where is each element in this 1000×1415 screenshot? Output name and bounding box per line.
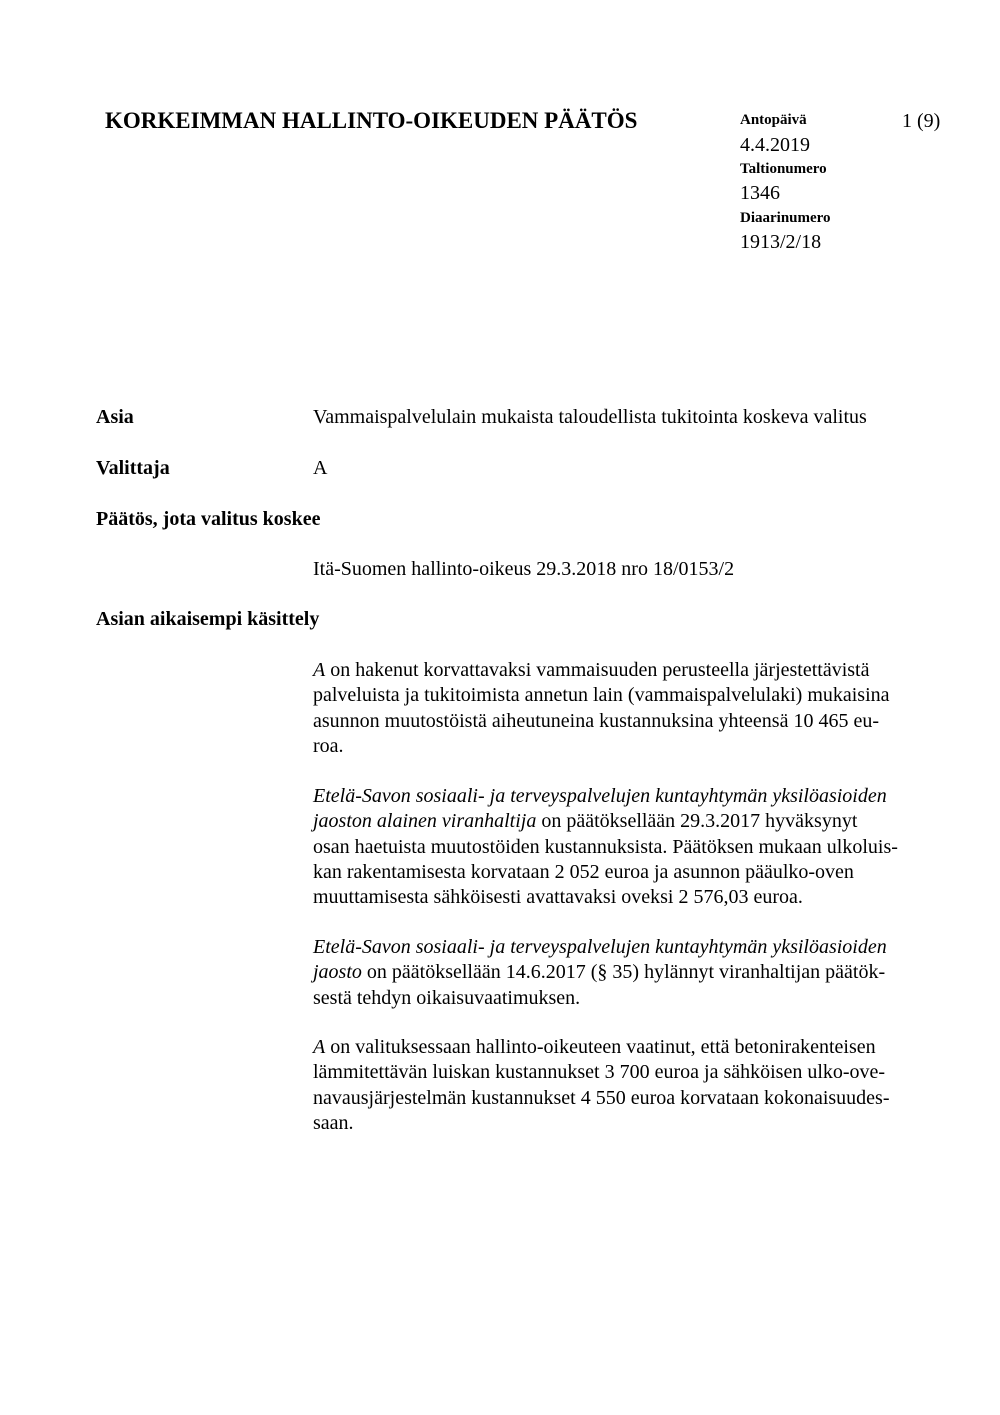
line-text: on päätöksellään 14.6.2017 (§ 35) hylännyt viranhaltijan päätök- bbox=[361, 961, 886, 984]
paragraph-2 bbox=[313, 784, 953, 910]
italic-text: A bbox=[313, 1036, 326, 1058]
section-label-asia: Asia bbox=[96, 406, 134, 428]
meta-value-diaarinumero: 1913/2/18 bbox=[740, 231, 822, 253]
section-value-paatos: Itä-Suomen hallinto-oikeus 29.3.2018 nro 18/0153/2 bbox=[313, 558, 735, 580]
paragraph-line: navausjärjestelmän kustannukset 4 550 euroa korvataan kokonaisuudes- bbox=[313, 1086, 890, 1109]
italic-text: Etelä-Savon sosiaali- ja terveyspalvelujen kuntayhtymän yksilöasioiden bbox=[313, 785, 887, 807]
paragraph-line: saan. bbox=[313, 1111, 354, 1134]
paragraph-line: palveluista ja tukitoimista annetun lain (vammaispalvelulaki) mukaisina bbox=[313, 684, 890, 707]
italic-text: A bbox=[313, 659, 326, 681]
page-number: 1 (9) bbox=[902, 110, 941, 132]
paragraph-line bbox=[313, 809, 953, 834]
line-text: on hakenut korvattavaksi vammaisuuden perusteella järjestettävistä bbox=[325, 659, 870, 681]
paragraph-1 bbox=[313, 658, 953, 759]
paragraph-line: kan rakentamisesta korvataan 2 052 euroa ja asunnon pääulko-oven bbox=[313, 860, 854, 883]
section-label-valittaja: Valittaja bbox=[96, 457, 170, 479]
italic-text: Etelä-Savon sosiaali- ja terveyspalvelujen kuntayhtymän yksilöasioiden bbox=[313, 936, 887, 958]
paragraph-line bbox=[313, 935, 953, 960]
meta-label-diaarinumero: Diaarinumero bbox=[740, 210, 831, 226]
line-text: on valituksessaan hallinto-oikeuteen vaatinut, että betonirakenteisen bbox=[325, 1036, 876, 1058]
meta-label-antopaiva: Antopäivä bbox=[740, 112, 807, 128]
paragraph-line: roa. bbox=[313, 734, 344, 757]
paragraph-line: lämmitettävän luiskan kustannukset 3 700 euroa ja sähköisen ulko-ove- bbox=[313, 1061, 886, 1084]
paragraph-4 bbox=[313, 1035, 953, 1136]
section-value-asia: Vammaispalvelulain mukaista taloudellista tukitointa koskeva valitus bbox=[313, 406, 867, 428]
meta-value-taltionumero: 1346 bbox=[740, 182, 780, 204]
paragraph-line: asunnon muutostöistä aiheutuneina kustannuksina yhteensä 10 465 eu- bbox=[313, 709, 880, 732]
italic-text: jaoston alainen viranhaltija bbox=[313, 810, 537, 833]
italic-text: jaosto bbox=[313, 961, 362, 984]
paragraph-line: sestä tehdyn oikaisuvaatimuksen. bbox=[313, 986, 581, 1009]
paragraph-line: osan haetuista muutostöiden kustannuksista. Päätöksen mukaan ulkoluis- bbox=[313, 835, 898, 858]
paragraph-line bbox=[313, 960, 953, 985]
paragraph-line bbox=[313, 1035, 953, 1060]
section-label-paatos: Päätös, jota valitus koskee bbox=[96, 508, 321, 530]
paragraph-line bbox=[313, 658, 953, 683]
line-text: on päätöksellään 29.3.2017 hyväksynyt bbox=[536, 810, 858, 833]
meta-value-antopaiva: 4.4.2019 bbox=[740, 134, 810, 156]
paragraph-line bbox=[313, 784, 953, 809]
paragraph-line: muuttamisesta sähköisesti avattavaksi oveksi 2 576,03 euroa. bbox=[313, 886, 803, 909]
section-label-kasittely: Asian aikaisempi käsittely bbox=[96, 608, 320, 630]
section-value-valittaja: A bbox=[313, 457, 328, 479]
paragraph-3 bbox=[313, 935, 953, 1011]
meta-label-taltionumero: Taltionumero bbox=[740, 161, 827, 177]
document-title: KORKEIMMAN HALLINTO-OIKEUDEN PÄÄTÖS bbox=[105, 108, 638, 133]
